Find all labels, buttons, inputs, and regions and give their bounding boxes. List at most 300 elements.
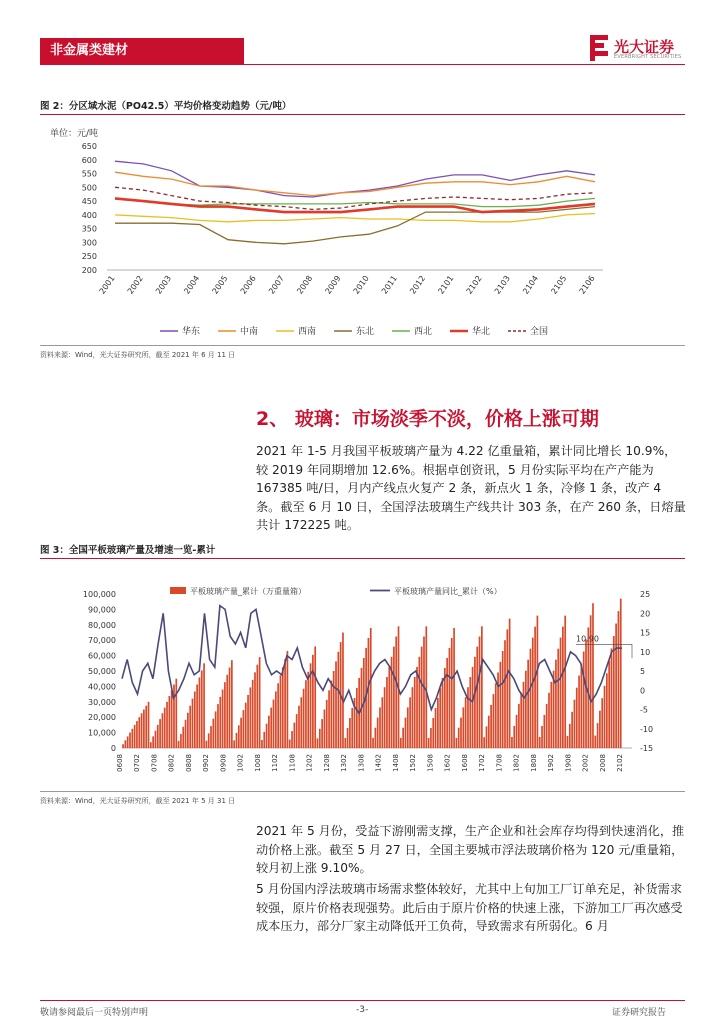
output-bar [233,740,235,748]
output-bar [611,648,613,748]
output-bar [608,661,610,748]
output-bar [215,711,217,748]
output-bar [490,705,492,748]
output-bar [169,696,171,748]
output-bar [446,658,448,748]
header-divider [40,64,685,65]
x-tick-label: 2008 [295,273,315,296]
output-bar [289,740,291,749]
right-y-tick-label: 20 [640,609,651,619]
legend-label: 中南 [240,327,259,337]
output-bar [159,719,161,748]
output-bar [326,700,328,748]
output-bar [456,738,458,748]
output-bar [282,667,284,748]
x-tick-label: 1808 [529,754,538,772]
output-bar [460,718,462,748]
legend-swatch-bar [170,587,186,594]
x-tick-label: 1302 [340,754,349,772]
left-y-tick-label: 30,000 [88,697,116,707]
left-y-tick-label: 50,000 [88,667,116,676]
output-bar [613,636,615,748]
output-bar [569,724,571,748]
legend-label: 平板玻璃产量同比_累计（%） [394,587,502,596]
figure2-rule [40,114,685,115]
output-bar [351,708,353,748]
output-bar [428,738,430,748]
output-bar [356,688,358,748]
output-bar [138,717,140,748]
x-tick-label: 1308 [357,754,366,772]
output-bar [562,627,564,748]
x-tick-label: 2105 [549,273,569,296]
output-bar [164,708,166,748]
output-bar [307,672,309,748]
y-tick-label: 200 [81,266,97,275]
output-bar [483,737,485,748]
output-bar [143,710,145,749]
output-bar [388,667,390,748]
y-tick-label: 350 [81,224,97,234]
output-bar [481,626,483,748]
output-bar [541,726,543,748]
output-bar [298,706,300,748]
output-bar [331,681,333,748]
output-bar [122,744,124,748]
cement-price-chart [40,118,685,344]
output-bar [162,713,164,748]
output-bar [157,725,159,748]
output-bar [125,740,127,748]
output-bar [192,699,194,748]
output-bar [581,664,583,748]
output-bar [240,718,242,748]
x-tick-label: 1608 [460,754,469,772]
right-y-tick-label: 0 [640,686,646,696]
x-tick-label: 2102 [464,273,484,296]
series-line-华北 [115,198,595,212]
output-bar [268,716,270,748]
section-heading: 2、 玻璃：市场淡季不淡，价格上涨可期 [256,408,599,430]
left-y-tick-label: 100,000 [82,590,116,599]
output-bar [196,685,198,749]
paragraph-1-text: 2021 年 1-5 月我国平板玻璃产量为 4.22 亿重量箱，累计同比增长 10.9%，较 2019 年同期增加 12.6%。根据卓创资讯，5 月份实际平均在产产能为 167385 吨/日，月内产线点火复产 2 条，新点火 1 条，冷修 1 条，改产 4 条。截至 6 月 10 日，全国浮法玻璃生产线共计 303 条，在产 260 条，日熔量共计 172225 吨。 [256,444,686,532]
x-tick-label: 2002 [125,273,145,296]
output-bar [412,687,414,748]
x-tick-label: 2008 [598,754,607,772]
x-tick-label: 1002 [236,754,245,772]
output-bar [141,713,143,748]
x-tick-label: 1408 [391,754,400,772]
output-bar [476,647,478,748]
left-y-tick-label: 20,000 [88,713,116,723]
output-bar [567,736,569,748]
output-bar [395,637,397,749]
output-bar [291,731,293,748]
output-bar [488,716,490,748]
x-tick-label: 1902 [547,754,556,772]
x-tick-label: 0908 [219,754,228,772]
output-bar [319,729,321,748]
output-bar [210,726,212,748]
footer-report-type: 证券研究报告 [612,1008,667,1018]
output-bar [527,660,529,748]
output-bar [344,738,346,748]
output-bar [243,710,245,748]
logo-name: 光大证券 [614,38,675,56]
output-bar [226,675,228,748]
output-bar [155,731,157,748]
output-bar [500,662,502,748]
legend-label: 平板玻璃产量_累计（万重量箱） [190,587,306,596]
right-y-tick-label: -15 [640,744,654,753]
output-bar [252,680,254,748]
y-axis-label: 单位：元/吨 [50,129,99,139]
output-bar [451,638,453,748]
output-bar [263,732,265,748]
x-tick-label: 1502 [409,754,418,772]
output-bar [178,741,180,748]
right-y-tick-label: 25 [640,590,651,599]
x-tick-label: 1202 [305,754,314,772]
y-tick-label: 500 [81,183,97,193]
x-tick-label: 0808 [184,754,193,772]
output-bar [312,655,314,748]
output-bar [337,652,339,748]
logo-subtitle: EVERBRIGHT SECURITIES [614,54,682,60]
output-bar [171,690,173,748]
x-tick-label: 2006 [238,273,258,296]
figure2-bottom-rule [40,345,685,346]
output-bar [416,667,418,748]
output-bar [530,649,532,748]
output-bar [321,719,323,748]
left-y-tick-label: 40,000 [88,682,116,692]
output-bar [224,682,226,748]
output-bar [175,679,177,748]
output-bar [270,708,272,748]
output-bar [597,723,599,748]
output-bar [592,603,594,748]
paragraph-3-text: 5 月份国内浮法玻璃市场需求整体较好，尤其中上旬加工厂订单充足，补货需求较强，原片价格表现强势。此后由于原片价格的快速上涨，下游加工厂再次感受成本压力，部分厂家主动降低开工负荷，导致需求有所弱化。6 月 [256,882,683,933]
output-bar [254,672,256,748]
output-bar [208,733,210,748]
output-bar [136,721,138,748]
output-bar [618,611,620,748]
legend-label: 华北 [472,327,491,337]
figure3-title: 图 3：全国平板玻璃产量及增速一览-累计 [40,545,216,556]
output-bar [280,675,282,748]
output-bar [409,697,411,748]
output-bar [532,638,534,748]
output-bar [275,691,277,748]
output-bar [615,624,617,749]
figure3-rule [40,558,685,559]
figure3-source: 资料来源：Wind，光大证券研究所，截至 2021 年 5 月 31 日 [40,797,236,805]
output-bar [555,660,557,748]
paragraph-demand [256,880,686,936]
page-number: -3- [356,1005,369,1015]
brand-logo [588,34,688,64]
output-bar [587,627,589,748]
output-bar [421,647,423,748]
output-bar [250,687,252,748]
output-bar [405,718,407,748]
output-bar [423,637,425,749]
x-tick-label: 0802 [167,754,176,772]
output-bar [212,719,214,748]
x-tick-label: 1008 [253,754,262,772]
output-bar [150,742,152,748]
output-bar [236,733,238,748]
output-bar [370,628,372,748]
x-tick-label: 2004 [182,273,202,296]
output-bar [518,704,520,748]
output-bar [437,698,439,748]
output-bar [328,690,330,748]
output-bar [495,683,497,748]
x-tick-label: 1908 [564,754,573,772]
y-tick-label: 550 [81,169,97,179]
output-bar [458,728,460,748]
output-bar [277,683,279,748]
output-bar [347,728,349,748]
figure2-source: 资料来源：Wind，光大证券研究所，截至 2021 年 6 月 11 日 [40,351,236,359]
output-bar [425,626,427,748]
output-bar [604,686,606,748]
output-bar [131,729,133,748]
right-y-tick-label: -5 [640,705,648,715]
output-bar [259,657,261,748]
output-bar [152,736,154,748]
left-y-tick-label: 70,000 [88,636,116,646]
output-bar [620,599,622,748]
y-tick-label: 250 [81,252,97,262]
x-tick-label: 1802 [512,754,521,772]
x-tick-label: 1708 [495,754,504,772]
output-bar [303,689,305,748]
series-line-中南 [115,172,595,195]
output-bar [539,737,541,748]
output-bar [525,671,527,748]
output-bar [513,726,515,748]
y-tick-label: 300 [81,238,97,248]
output-bar [523,682,525,748]
output-bar [386,677,388,748]
output-bar [201,670,203,748]
left-y-tick-label: 0 [110,744,116,753]
x-tick-label: 1108 [288,754,297,772]
output-bar [472,667,474,748]
x-tick-label: 0608 [116,754,124,772]
paragraph-price [256,822,686,878]
output-bar [557,649,559,748]
output-bar [439,688,441,748]
legend-label: 华东 [182,327,201,337]
output-bar [349,718,351,748]
output-bar [231,660,233,748]
output-bar [462,707,464,748]
output-bar [166,702,168,748]
output-bar [189,706,191,748]
output-bar [194,692,196,749]
x-tick-label: 2002 [581,754,590,772]
output-bar [453,628,455,748]
output-bar [442,678,444,748]
output-bar [379,707,381,748]
output-bar [284,659,286,748]
output-bar [432,718,434,748]
output-bar [375,728,377,748]
output-bar [247,695,249,748]
output-bar [506,629,508,748]
output-bar [203,663,205,748]
output-bar [564,616,566,748]
output-bar [384,687,386,748]
x-tick-label: 2106 [577,273,597,296]
y-tick-label: 600 [81,155,97,165]
output-bar [261,740,263,748]
output-bar [219,697,221,748]
output-bar [493,694,495,748]
output-bar [287,651,289,748]
x-tick-label: 2010 [351,273,371,296]
output-bar [571,712,573,748]
output-bar [296,714,298,748]
output-bar [469,677,471,748]
y-tick-label: 650 [81,142,97,151]
output-bar [256,665,258,748]
output-bar [601,698,603,748]
series-line-西南 [115,214,595,222]
output-bar [560,638,562,748]
output-bar [435,708,437,748]
output-bar [583,652,585,749]
output-bar [546,704,548,748]
x-tick-label: 1102 [271,754,280,772]
x-tick-label: 0902 [202,754,211,772]
output-bar [300,697,302,748]
left-y-tick-label: 90,000 [88,605,116,615]
right-y-tick-label: 10 [640,647,651,657]
output-bar [486,726,488,748]
output-bar [368,638,370,748]
output-bar [314,646,316,748]
x-tick-label: 2104 [521,273,541,296]
output-bar [465,697,467,748]
output-bar [474,657,476,748]
footer-divider [40,1000,685,1001]
paragraph-2-text: 2021 年 5 月份，受益下游刚需支撑，生产企业和社会库存均得到快速消化，推动价格上涨。截至 5 月 27 日，全国主要城市浮法玻璃价格为 120 元/重量箱，较月初上涨 9.10%。 [256,824,685,875]
output-bar [372,738,374,748]
output-bar [199,677,201,748]
output-bar [419,657,421,748]
right-y-tick-label: -10 [640,724,654,734]
output-bar [377,718,379,748]
output-bar [509,619,511,748]
logo-icon [588,34,610,62]
legend-label: 东北 [356,327,375,337]
output-bar [317,738,319,748]
output-bar [229,668,231,749]
output-bar [145,706,147,748]
x-tick-label: 1402 [374,754,383,772]
output-bar [534,627,536,748]
output-bar [520,693,522,748]
output-bar [400,738,402,748]
y-tick-label: 450 [81,197,97,207]
output-bar [414,677,416,748]
output-bar [305,680,307,748]
x-tick-label: 1208 [322,754,331,772]
output-bar [548,693,550,748]
paragraph-production [256,442,686,535]
footer-disclaimer: 敬请参阅最后一页特别声明 [40,1008,149,1018]
x-tick-label: 2007 [267,273,287,296]
right-y-tick-label: 5 [640,667,646,676]
x-tick-label: 2005 [210,273,230,296]
output-bar [333,671,335,748]
output-bar [594,736,596,748]
x-tick-label: 2003 [154,273,174,296]
x-tick-label: 2001 [97,273,117,296]
left-y-tick-label: 10,000 [88,728,116,738]
output-bar [381,697,383,748]
output-bar [148,702,150,748]
output-bar [516,715,518,748]
output-bar [245,703,247,748]
glass-output-chart [40,580,685,780]
figure3-bottom-rule [40,791,685,792]
legend-label: 西南 [298,327,317,337]
output-bar [511,737,513,748]
x-tick-label: 2011 [379,273,399,296]
output-bar [206,741,208,748]
output-bar [342,633,344,749]
output-bar [294,723,296,748]
series-line-东北 [115,207,595,244]
legend-label: 西北 [414,327,433,337]
output-bar [393,647,395,748]
output-bar [180,734,182,748]
output-bar [266,724,268,748]
output-bar [127,736,129,748]
output-bar [606,673,608,748]
left-y-tick-label: 60,000 [88,651,116,661]
output-bar [449,648,451,748]
output-bar [479,637,481,749]
output-bar [430,728,432,748]
x-tick-label: 2103 [492,273,512,296]
legend-label: 全国 [530,327,549,337]
output-bar [578,676,580,748]
x-tick-label: 2102 [616,754,624,772]
output-bar [574,700,576,748]
figure2-title: 图 2：分区域水泥（PO42.5）平均价格变动趋势（元/吨） [40,101,292,112]
output-bar [599,711,601,748]
y-tick-label: 400 [81,210,97,220]
output-bar [550,682,552,748]
x-tick-label: 0708 [150,754,159,772]
output-bar [134,725,136,748]
output-bar [324,710,326,749]
annotation-label: 10.90 [576,634,599,644]
output-bar [407,707,409,748]
x-tick-label: 1508 [426,754,435,772]
output-bar [402,728,404,748]
output-bar [185,720,187,748]
x-tick-label: 0702 [133,754,142,772]
